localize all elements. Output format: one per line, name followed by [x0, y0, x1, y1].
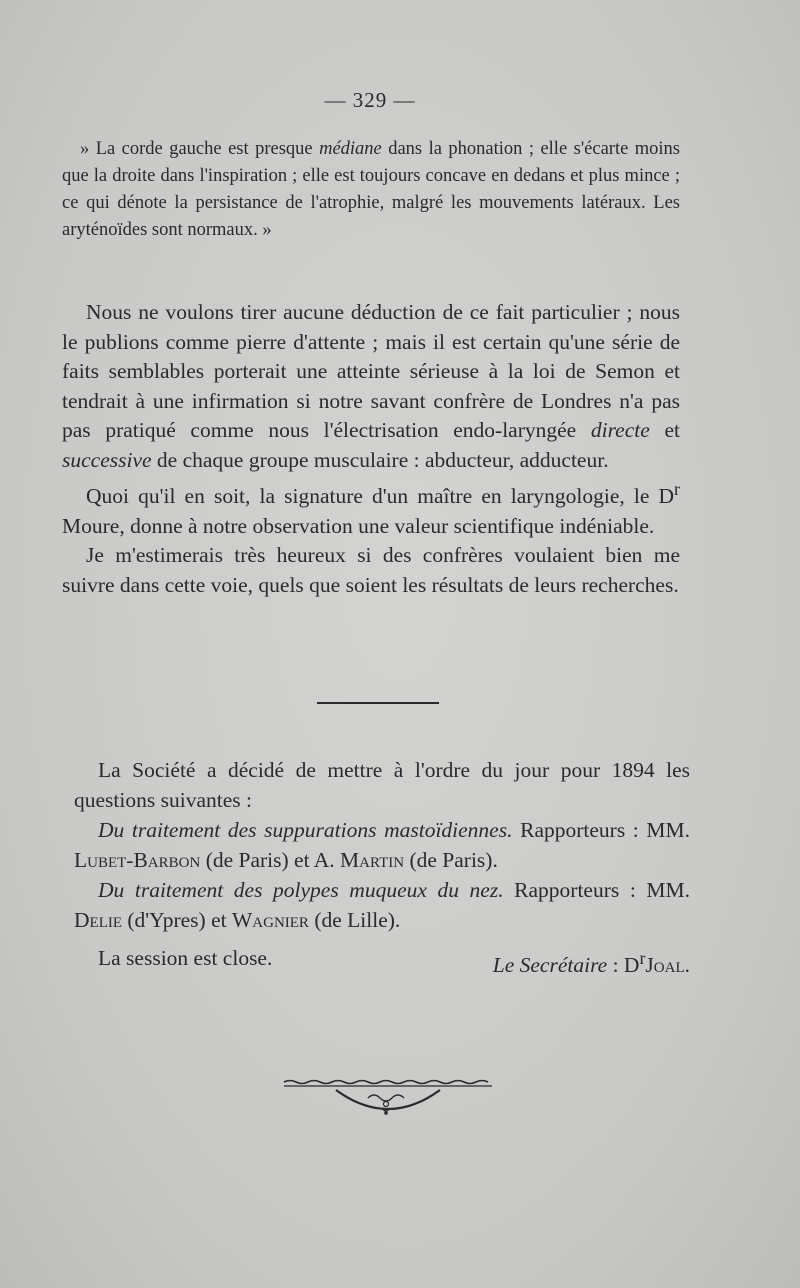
paragraph-text: de chaque groupe musculaire : abducteur, adducteur. — [151, 447, 609, 472]
question-text: (de Paris). — [404, 848, 498, 872]
question-text: Rapporteurs : MM. — [512, 818, 691, 842]
question-title: Du traitement des suppurations mastoïdiennes. — [98, 818, 513, 842]
quote-text-continued: dans la phonation ; elle s'écarte moins que la droite dans l'inspiration ; elle est toujours concave en dedans et plus mince ; ce qui dénote la persistance de l'atrophie, malgré les mouvements latéraux. Les aryténoïdes sont normaux. » — [62, 139, 680, 240]
quote-text: » La corde gauche est presque — [80, 139, 320, 159]
paragraph-text: Moure, donne à notre observation une valeur scientifique indéniable. — [62, 513, 655, 538]
question-text: (d'Ypres) et — [122, 908, 232, 932]
question-text: (de Lille). — [308, 908, 401, 932]
secretary-signature — [469, 943, 690, 980]
rapporteur-name: Delie — [74, 908, 123, 932]
rapporteur-name: Lubet-Barbon — [74, 848, 201, 872]
agenda-intro: La Société a décidé de mettre à l'ordre du jour pour 1894 les questions suivantes : — [74, 758, 690, 812]
agenda-question-1 — [74, 815, 690, 875]
superscript: r — [639, 948, 646, 968]
main-text — [62, 298, 680, 600]
rapporteur-name: Wagnier — [231, 908, 309, 932]
page-number: — 329 — — [324, 88, 416, 112]
agenda-question-2 — [74, 875, 690, 935]
tailpiece-ornament-icon — [282, 1076, 494, 1126]
quote-emphasis: médiane — [319, 139, 382, 159]
session-closed-text: La session est close. — [98, 946, 273, 970]
secretary-name: Joal — [645, 953, 685, 978]
secretary-label: Le Secrétaire — [492, 953, 608, 978]
emphasis-successive: successive — [62, 447, 152, 472]
section-divider — [317, 702, 439, 704]
quoted-passage — [62, 136, 680, 244]
quote-paragraph — [62, 136, 680, 244]
paragraph-text: Quoi qu'il en soit, la signature d'un maître en laryngologie, le D — [86, 484, 675, 509]
paragraph-text: Nous ne voulons tirer aucune déduction de ce fait particulier ; nous le publions comme pierre d'attente ; mais il est certain qu'une série de faits semblables porterait une atteinte sérieuse à la loi de Semon et tendrait à une infirmation si notre savant confrère de Londres n'a pas pas pratiqué comme nous l'électrisation endo-laryngée — [62, 300, 680, 442]
superscript: r — [674, 479, 680, 499]
session-closing — [74, 943, 690, 980]
paragraph-conclusion — [62, 298, 680, 475]
paragraph-appeal: Je m'estimerais très heureux si des confrères voulaient bien me suivre dans cette voie, quels que soient les résultats de leurs recherches. — [62, 543, 680, 597]
signature-text: . — [684, 953, 690, 978]
question-title: Du traitement des polypes muqueux du nez. — [98, 878, 504, 902]
emphasis-directe: directe — [590, 418, 650, 442]
paragraph-text: et — [649, 418, 680, 442]
question-text: (de Paris) et A. — [200, 848, 341, 872]
paragraph-signature — [62, 475, 680, 541]
rapporteur-name: Martin — [340, 848, 405, 872]
question-text: Rapporteurs : MM. — [503, 878, 690, 902]
signature-text: : D — [607, 953, 640, 978]
society-announcement — [74, 755, 690, 980]
